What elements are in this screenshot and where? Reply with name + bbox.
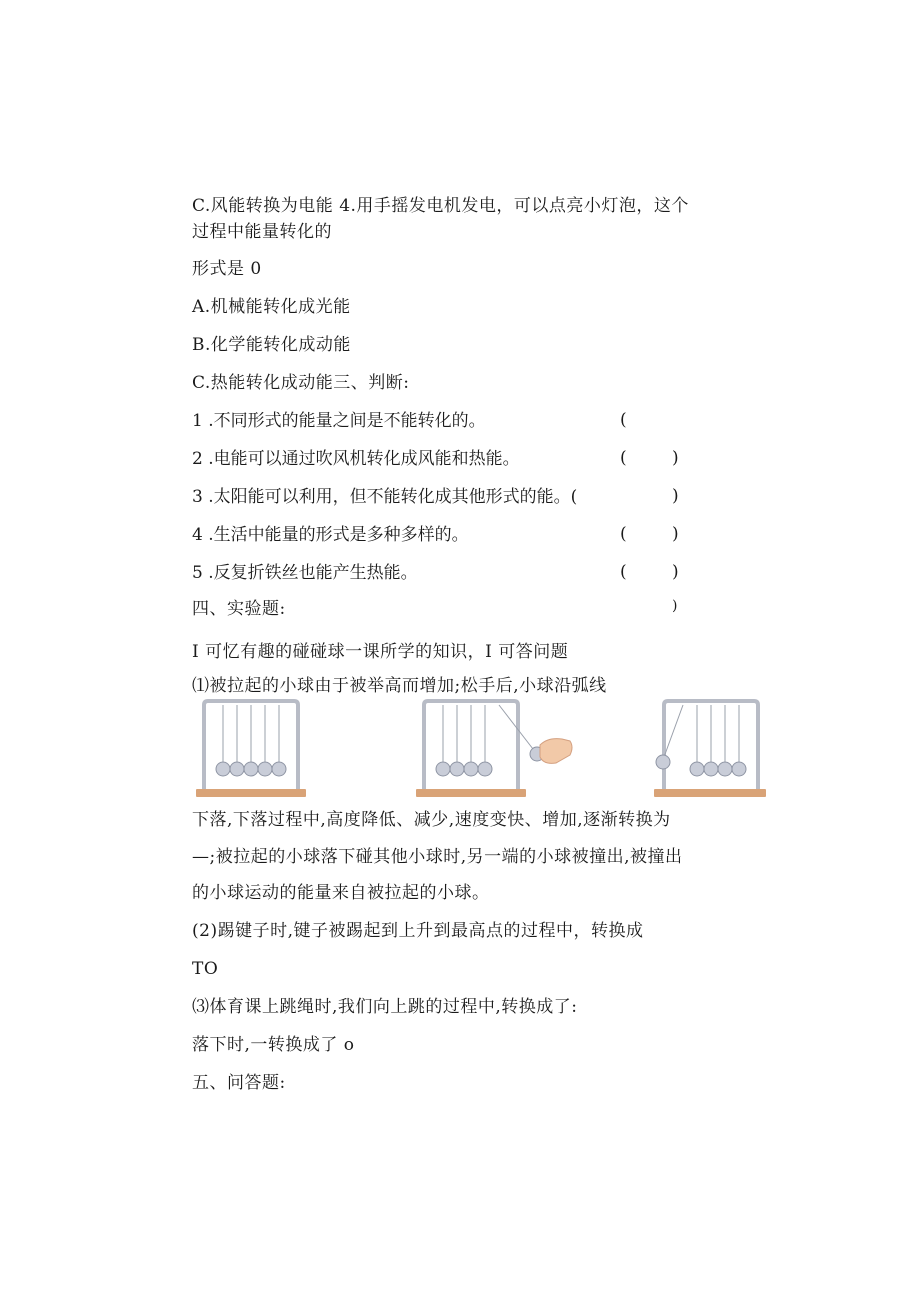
answer-paren-open[interactable]: ( — [620, 410, 627, 430]
question-1-line-3: —;被拉起的小球落下碰其他小球时,另一端的小球被撞出,被撞出 — [192, 847, 683, 867]
text-line-2: 过程中能量转化的 — [192, 222, 332, 242]
answer-paren-close: ) — [672, 448, 679, 468]
answer-paren-open[interactable]: ( — [620, 562, 627, 582]
section5-title: 五、问答题: — [192, 1073, 286, 1093]
newtons-cradle-pulled-figure — [416, 697, 576, 799]
newtons-cradle-rest-figure — [196, 697, 306, 799]
question-3-line-2: 落下时,一转换成了 o — [192, 1035, 355, 1055]
answer-paren-close: ) — [672, 524, 679, 544]
section4-title: 四、实验题: — [192, 599, 286, 619]
answer-paren-open[interactable]: ( — [620, 448, 627, 468]
judgment-text: 3 .太阳能可以利用，但不能转化成其他形式的能。( — [192, 487, 578, 507]
question-3-line-1: ⑶体育课上跳绳时,我们向上跳的过程中,转换成了: — [192, 997, 578, 1017]
option-c-and-section3: C.热能转化成动能三、判断: — [192, 373, 410, 393]
judgment-text: 4 .生活中能量的形式是多种多样的。 — [192, 525, 469, 545]
experiment-intro: I 可忆有趣的碰碰球一课所学的知识，I 可答问题 — [192, 642, 569, 662]
newtons-cradle-released-figure — [654, 697, 766, 799]
judgment-text: 2 .电能可以通过吹风机转化成风能和热能。 — [192, 449, 520, 469]
answer-paren-open[interactable]: ( — [620, 524, 627, 544]
question-1-line-1: ⑴被拉起的小球由于被举高而增加;松手后,小球沿弧线 — [192, 676, 607, 696]
judgment-text: 5 .反复折铁丝也能产生热能。 — [192, 563, 418, 583]
question-1-line-4: 的小球运动的能量来自被拉起的小球。 — [192, 883, 490, 903]
question-1-line-2: 下落,下落过程中,高度降低、减少,速度变快、增加,逐渐转换为 — [192, 810, 671, 830]
option-a: A.机械能转化成光能 — [192, 297, 351, 317]
text-line-1: C.风能转换为电能 4.用手摇发电机发电，可以点亮小灯泡，这个 — [192, 196, 689, 216]
stray-paren: ) — [672, 598, 678, 614]
question-2-line-1: (2)踢键子时,键子被踢起到上升到最高点的过程中，转换成 — [192, 921, 644, 941]
judgment-text: 1 .不同形式的能量之间是不能转化的。 — [192, 411, 486, 431]
question-2-line-2: TO — [192, 959, 219, 979]
hand-icon — [540, 739, 572, 764]
answer-paren-close: ) — [672, 562, 679, 582]
option-b: B.化学能转化成动能 — [192, 335, 351, 355]
answer-paren-close: ) — [672, 486, 679, 506]
text-line-3: 形式是 0 — [192, 259, 262, 279]
